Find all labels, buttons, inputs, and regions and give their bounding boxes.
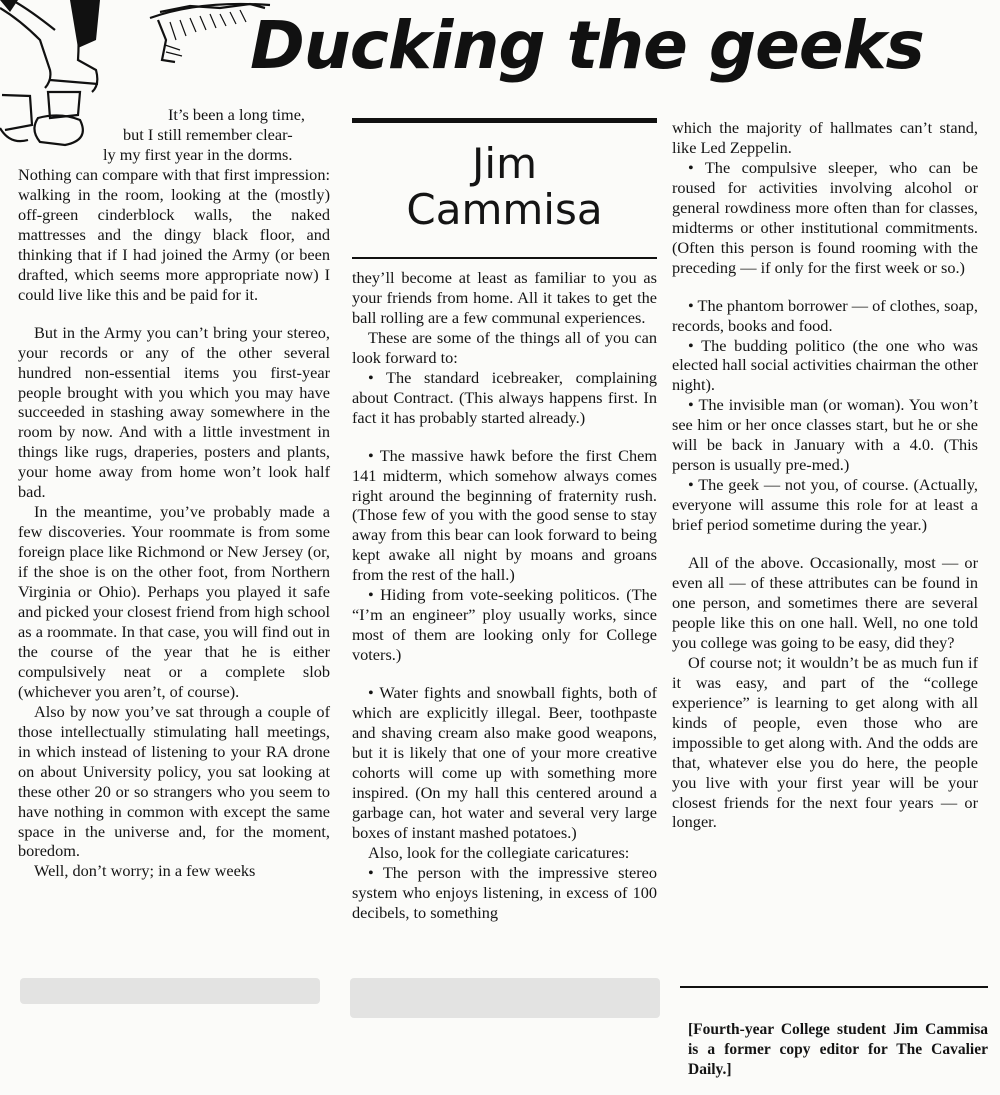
bullet-item: • The compulsive sleeper, who can be roused for activities involving alcohol or general rowdiness more often than for classes, midterms or other institutional commitments. (Often this person is found rooming with the preceding — if only for the first week or so.) xyxy=(672,157,978,277)
intro-line: It’s been a long time, xyxy=(168,105,305,124)
column-2 xyxy=(352,268,657,923)
bullet-item: • Hiding from vote-seeking politicos. (The “I’m an engineer” ploy usually works, since most of them are looking only for College voters.) xyxy=(352,585,657,665)
paragraph: But in the Army you can’t bring your stereo, your records or any of the other several hundred non-essential items you first-year people brought with you which you may have succeeded in stashing away somewhere in the room by now. And with a little investment in things like rugs, draperies, posters and plants, your home away from home won’t look half bad. xyxy=(18,322,330,502)
paragraph: Well, don’t worry; in a few weeks xyxy=(34,861,256,881)
paragraph: In the meantime, you’ve probably made a few discoveries. Your roommate is from some foreign place like Richmond or New Jersey (or, if the shoe is on the other foot, from Northern Virginia or Ohio). Perhaps you played it safe and picked your closest friend from high school as a roommate. In that case, you will find out in the course of the year that he is either compulsively neat or a complete slob (whichever you aren’t, of course). xyxy=(18,502,330,701)
bullet-item: • Water fights and snowball fights, both of which are explicitly illegal. Beer, toothpaste and shaving cream also make good weapons, but it is likely that one of your more creative cohorts will come up with something more inspired. (On my hall this centered around a garbage can, hot water and several very large boxes of instant mashed potatoes.) xyxy=(352,683,657,842)
paragraph: Also by now you’ve sat through a couple of those intellectually stimulating hall meetings, in which instead of listening to your RA drone on about University policy, you sat looking at these other 20 or so strangers who you seem to have nothing in common with except the same space in the universe and, for the moment, boredom. xyxy=(18,701,330,861)
headline: Ducking the geeks xyxy=(250,7,924,84)
bullet-item: • The standard icebreaker, complaining about Contract. (This always happens first. In fact it has probably started already.) xyxy=(352,367,657,427)
bullet-item: • The geek — not you, of course. (Actually, everyone will assume this role for at least a brief period sometime during the year.) xyxy=(672,475,978,535)
paragraph: These are some of the things all of you can look forward to: xyxy=(352,327,657,367)
intro-line: ly my first year in the dorms. xyxy=(103,145,293,164)
print-smudge xyxy=(350,978,660,1018)
dark-trouser-shape xyxy=(70,0,100,48)
column-1 xyxy=(18,165,330,881)
end-rule xyxy=(680,986,988,988)
byline-box xyxy=(352,118,657,259)
bullet-item: • The person with the impressive stereo system who enjoys listening, in excess of 100 decibels, to something xyxy=(352,862,657,922)
byline-first: Jim xyxy=(472,139,537,188)
byline xyxy=(352,141,657,233)
paragraph: Of course not; it wouldn’t be as much fun if it was easy, and part of the “college experience” is learning to get along with all kinds of people, even those who are impossible to get along with. And the odds are that, whatever else you do here, the people you live with your first year will be your closest friends for the next four years — or longer. xyxy=(672,652,978,832)
paragraph: Nothing can compare with that first impression: walking in the room, looking at the (mostly) off-green cinderblock walls, the naked mattresses and the dingy black floor, and thinking that if I had joined the Army (or been drafted, which seems more appropriate now) I could live like this and be paid for it. xyxy=(18,165,330,304)
intro-lines xyxy=(18,105,330,165)
bullet-item: • The budding politico (the one who was elected hall social activities chairman the other night). xyxy=(672,335,978,395)
paragraph: which the majority of hallmates can’t stand, like Led Zeppelin. xyxy=(672,118,978,157)
column-3 xyxy=(672,118,978,832)
byline-last: Cammisa xyxy=(406,185,603,234)
paragraph: they’ll become at least as familiar to you as your friends from home. All it takes to get the ball rolling are a few communal experiences. xyxy=(352,268,657,327)
bullet-item: • The phantom borrower — of clothes, soap, records, books and food. xyxy=(672,295,978,335)
paragraph: All of the above. Occasionally, most — or even all — of these attributes can be found in one person, and sometimes there are several people like this on one hall. Well, no one told you college was going to be easy, did they? xyxy=(672,553,978,652)
paragraph: Also, look for the collegiate caricatures: xyxy=(368,842,630,862)
bullet-item: • The invisible man (or woman). You won’t see him or her once classes start, but he or she will be back in January with a 4.0. (This person is usually pre-med.) xyxy=(672,395,978,475)
intro-line: but I still remember clear- xyxy=(123,125,293,144)
bullet-item: • The massive hawk before the first Chem 141 midterm, which somehow always comes right around the beginning of fraternity rush. (Those few of you with the good sense to stay away from this bear can look forward to being kept awake all night by moans and groans from the rest of the hall.) xyxy=(352,445,657,585)
author-footnote: [Fourth-year College student Jim Cammisa is a former copy editor for The Cavalier Daily.] xyxy=(688,1021,988,1078)
print-smudge xyxy=(20,978,320,1004)
